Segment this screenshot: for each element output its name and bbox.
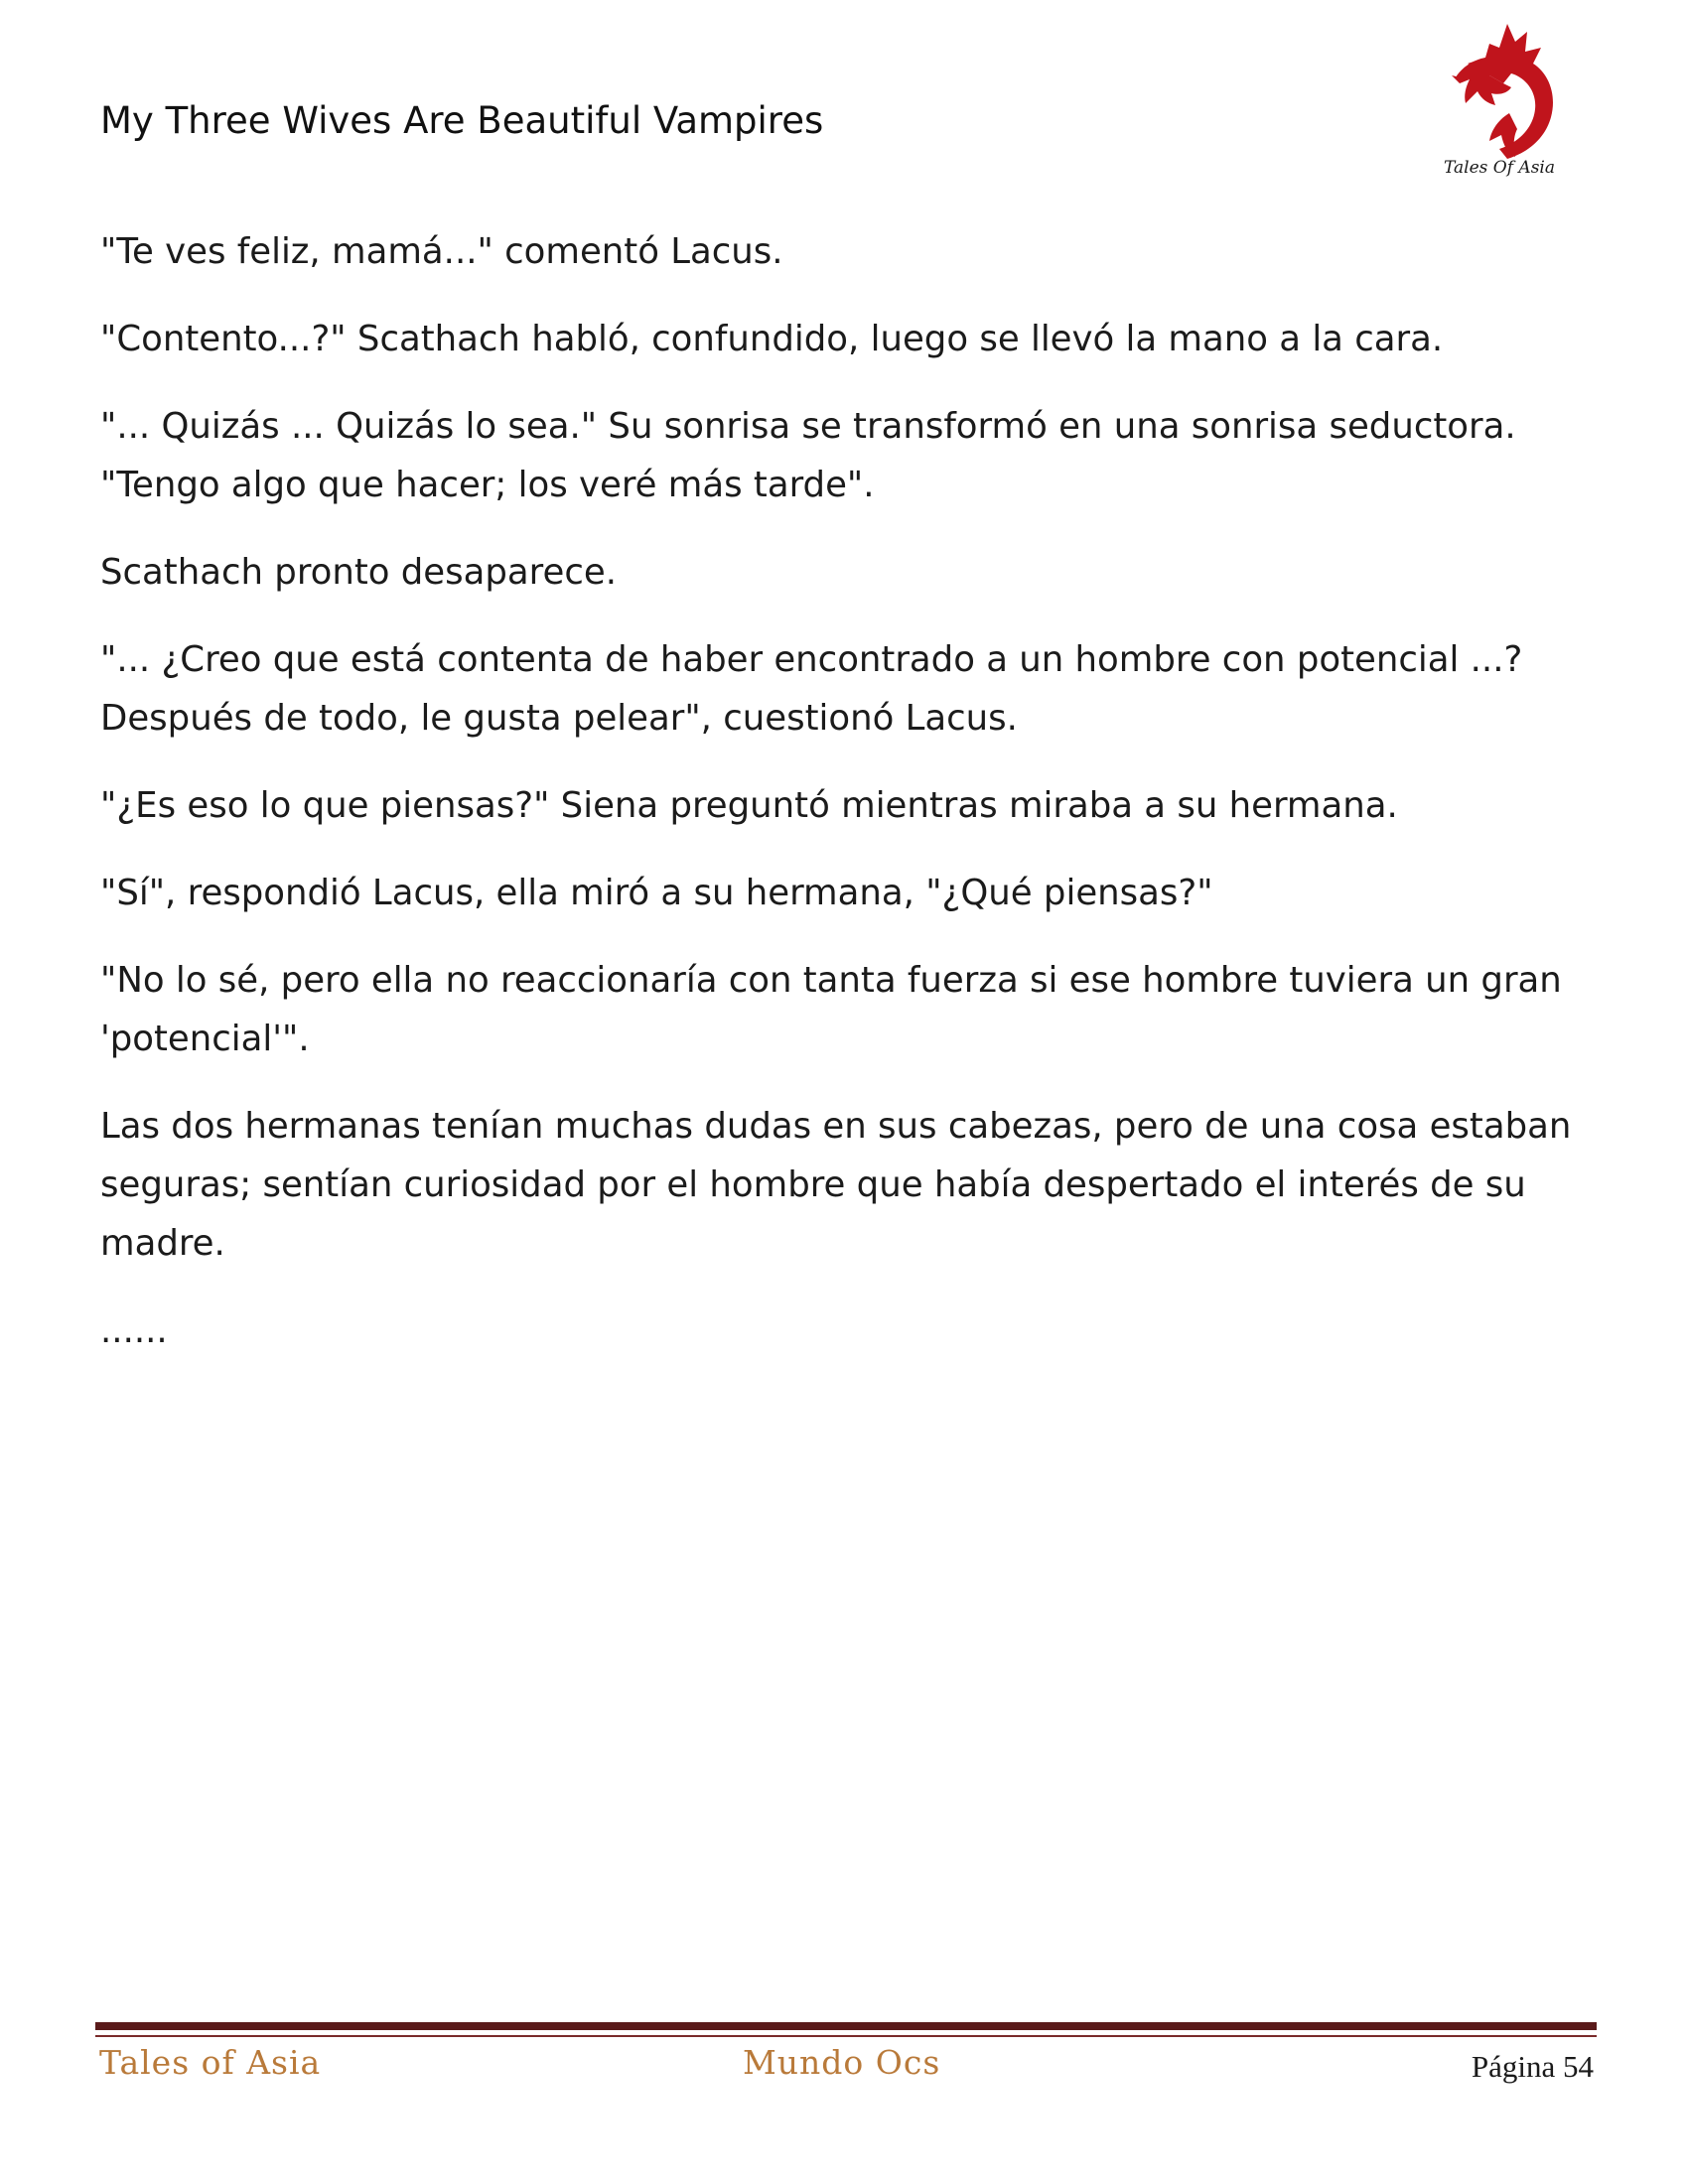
paragraph: "... Quizás ... Quizás lo sea." Su sonrisa se transformó en una sonrisa seductora. "Tengo algo que hacer; los veré más tarde". xyxy=(100,406,1516,505)
paragraph: ...... xyxy=(100,1310,168,1351)
paragraph: "Contento...?" Scathach habló, confundido, luego se llevó la mano a la cara. xyxy=(100,319,1444,359)
paragraph: "Sí", respondió Lacus, ella miró a su hermana, "¿Qué piensas?" xyxy=(100,873,1213,913)
footer-divider-thin xyxy=(95,2035,1597,2037)
paragraph: "Te ves feliz, mamá..." comentó Lacus. xyxy=(100,231,783,272)
paragraph: Scathach pronto desaparece. xyxy=(100,552,617,593)
paragraph: "... ¿Creo que está contenta de haber encontrado a un hombre con potencial ...? Después de todo, le gusta pelear", cuestionó Lacus. xyxy=(100,639,1523,739)
paragraph: Las dos hermanas tenían muchas dudas en sus cabezas, pero de una cosa estaban seguras; sentían curiosidad por el hombre que había despertado el interés de su madre. xyxy=(100,1106,1572,1264)
footer-publisher: Tales of Asia xyxy=(99,2043,322,2082)
paragraph: "¿Es eso lo que piensas?" Siena preguntó mientras miraba a su hermana. xyxy=(100,785,1398,826)
logo-text: Tales Of Asia xyxy=(1444,158,1555,178)
footer-translator: Mundo Ocs xyxy=(743,2043,941,2082)
page-number: Página 54 xyxy=(1471,2049,1594,2084)
document-title: My Three Wives Are Beautiful Vampires xyxy=(100,99,824,142)
footer-divider xyxy=(95,2022,1597,2030)
dragon-logo-icon xyxy=(1430,18,1569,187)
paragraph: "No lo sé, pero ella no reaccionaría con tanta fuerza si ese hombre tuviera un gran 'potencial'". xyxy=(100,960,1562,1059)
chapter-body xyxy=(100,222,1580,1389)
